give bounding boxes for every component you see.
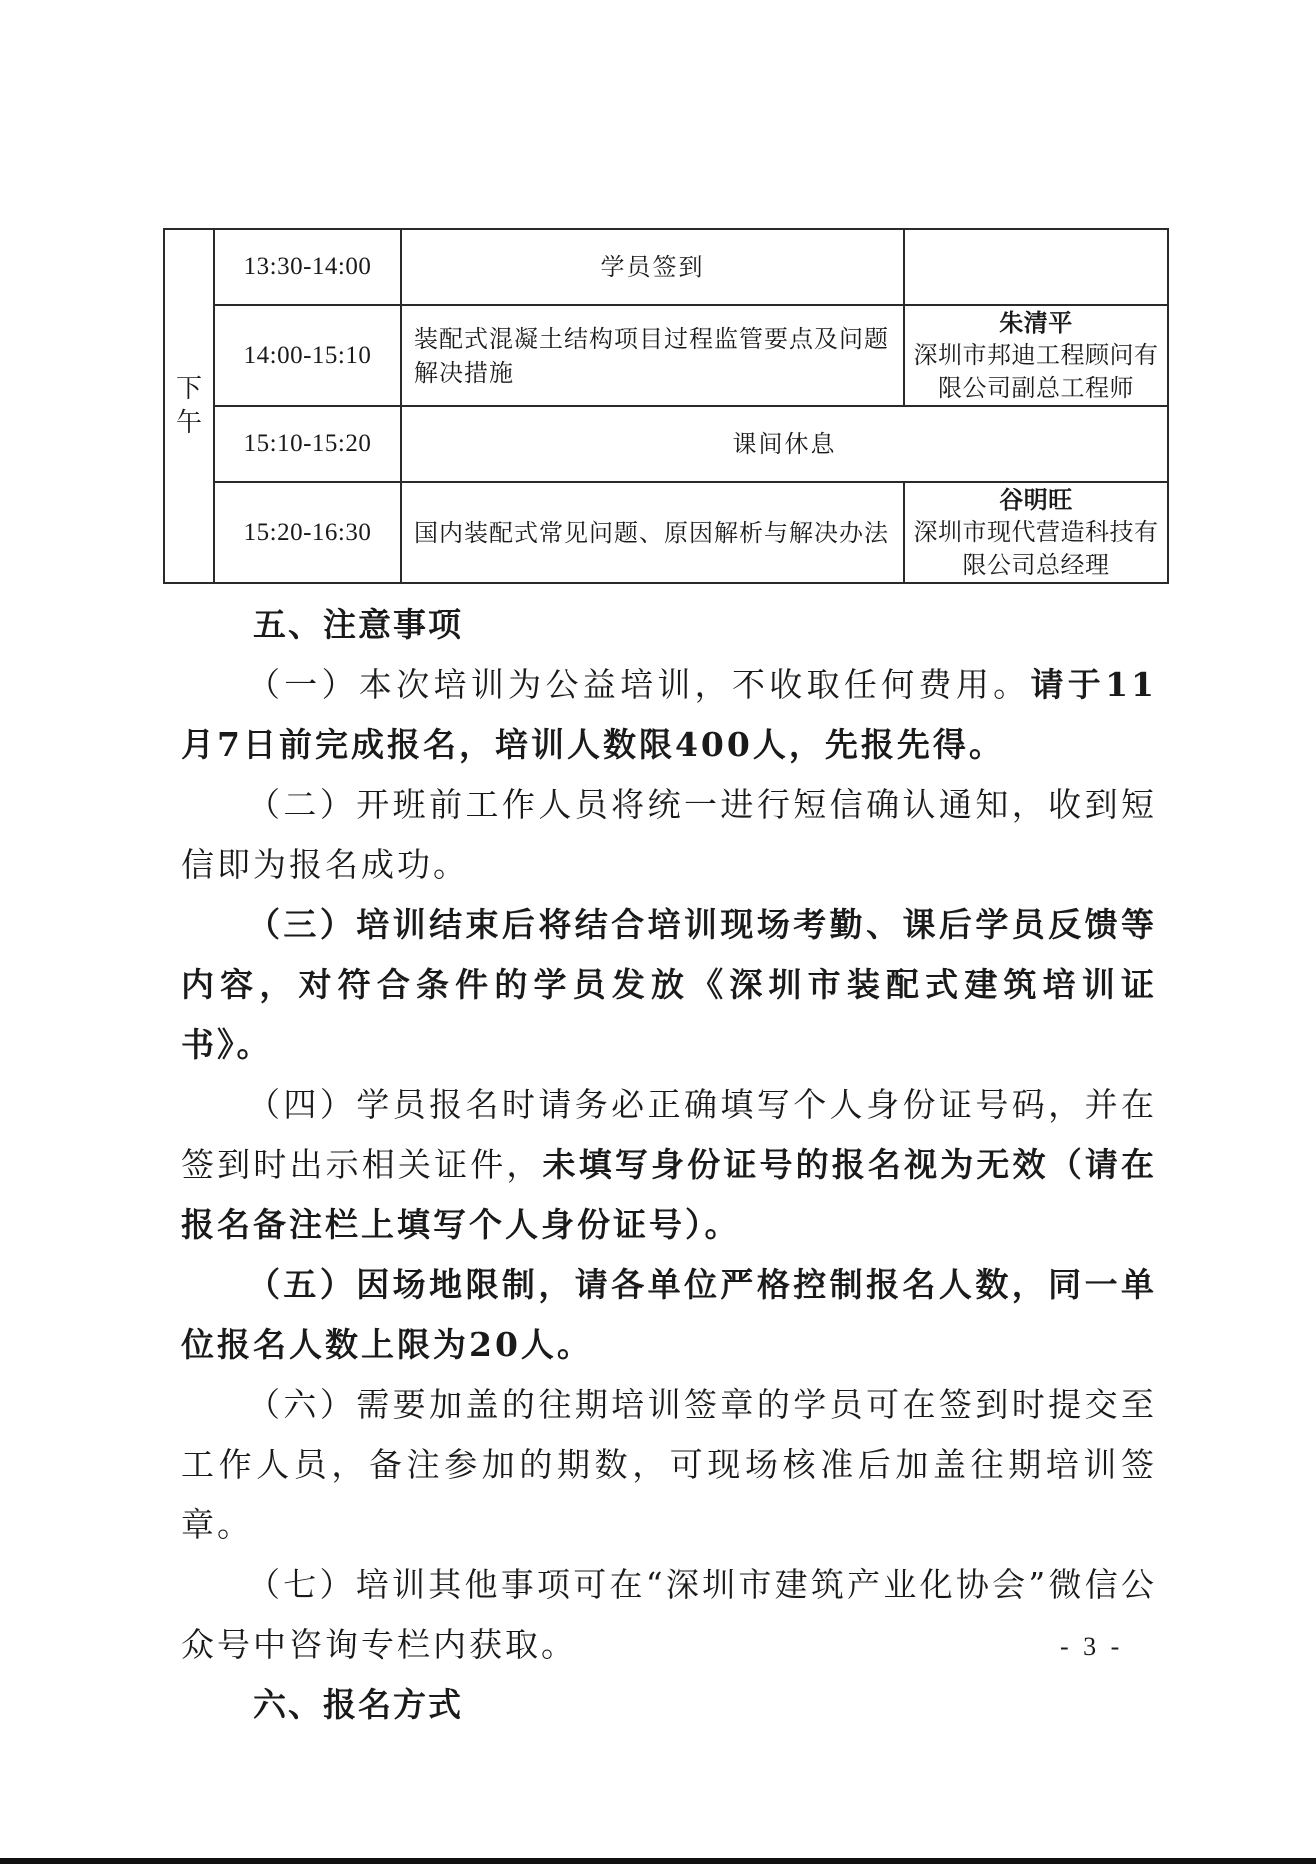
note-text-bold: （五）因场地限制，请各单位严格控制报名人数，同一单位报名人数上限为20人。 bbox=[181, 1265, 1157, 1364]
page-number: - 3 - bbox=[1060, 1632, 1124, 1661]
speaker-name: 朱清平 bbox=[999, 308, 1073, 337]
speaker-cell bbox=[904, 229, 1168, 305]
time-cell: 15:20-16:30 bbox=[214, 482, 401, 583]
time-cell: 13:30-14:00 bbox=[214, 229, 401, 305]
schedule-row bbox=[164, 406, 1168, 482]
time-cell: 15:10-15:20 bbox=[214, 406, 401, 482]
speaker-cell bbox=[904, 305, 1168, 406]
speaker-name: 谷明旺 bbox=[999, 485, 1073, 514]
note-item-5 bbox=[181, 1255, 1157, 1375]
note-text-bold: 未填写身份证号的报名视为无效（请在报名备注栏上填写个人身份证号）。 bbox=[181, 1145, 1158, 1244]
schedule-row bbox=[164, 229, 1168, 305]
note-item-6 bbox=[181, 1375, 1157, 1555]
note-item-2 bbox=[181, 775, 1157, 895]
speaker-org: 深圳市邦迪工程顾问有限公司副总工程师 bbox=[913, 341, 1159, 402]
note-text-bold: （三）培训结束后将结合培训现场考勤、课后学员反馈等内容，对符合条件的学员发放《深圳市装配式建筑培训证书》。 bbox=[181, 905, 1157, 1064]
topic-cell: 学员签到 bbox=[401, 229, 904, 305]
page-bottom-edge bbox=[0, 1858, 1316, 1864]
schedule-row bbox=[164, 482, 1168, 583]
section-heading-registration: 六、报名方式 bbox=[253, 1685, 463, 1724]
schedule-row bbox=[164, 305, 1168, 406]
note-text: （一）本次培训为公益培训，不收取任何费用。 bbox=[247, 665, 1031, 704]
topic-cell: 国内装配式常见问题、原因解析与解决办法 bbox=[401, 482, 904, 583]
speaker-org: 深圳市现代营造科技有限公司总经理 bbox=[913, 518, 1159, 579]
note-item-4 bbox=[181, 1075, 1157, 1255]
period-label: 下午 bbox=[175, 374, 202, 438]
note-item-1 bbox=[181, 655, 1157, 775]
topic-cell: 装配式混凝土结构项目过程监管要点及问题解决措施 bbox=[401, 305, 904, 406]
section-heading-notes: 五、注意事项 bbox=[253, 605, 463, 644]
speaker-cell bbox=[904, 482, 1168, 583]
note-item-7 bbox=[181, 1555, 1157, 1675]
schedule-table bbox=[163, 228, 1169, 584]
note-text: （二）开班前工作人员将统一进行短信确认通知，收到短信即为报名成功。 bbox=[181, 785, 1157, 884]
note-text: （四）学员报名时请务必正确填写个人身份证号码，并在签到时出示相关证件， bbox=[181, 1085, 1157, 1184]
period-cell bbox=[164, 229, 214, 583]
note-text-bold: 请于11月7日前完成报名，培训人数限400人，先报先得。 bbox=[181, 665, 1157, 764]
topic-cell: 课间休息 bbox=[401, 406, 1168, 482]
note-text: （六）需要加盖的往期培训签章的学员可在签到时提交至工作人员，备注参加的期数，可现场核准后加盖往期培训签章。 bbox=[181, 1385, 1157, 1544]
note-item-3 bbox=[181, 895, 1157, 1075]
document-body bbox=[181, 595, 1157, 1735]
time-cell: 14:00-15:10 bbox=[214, 305, 401, 406]
note-text: （七）培训其他事项可在“深圳市建筑产业化协会”微信公众号中咨询专栏内获取。 bbox=[181, 1565, 1157, 1664]
